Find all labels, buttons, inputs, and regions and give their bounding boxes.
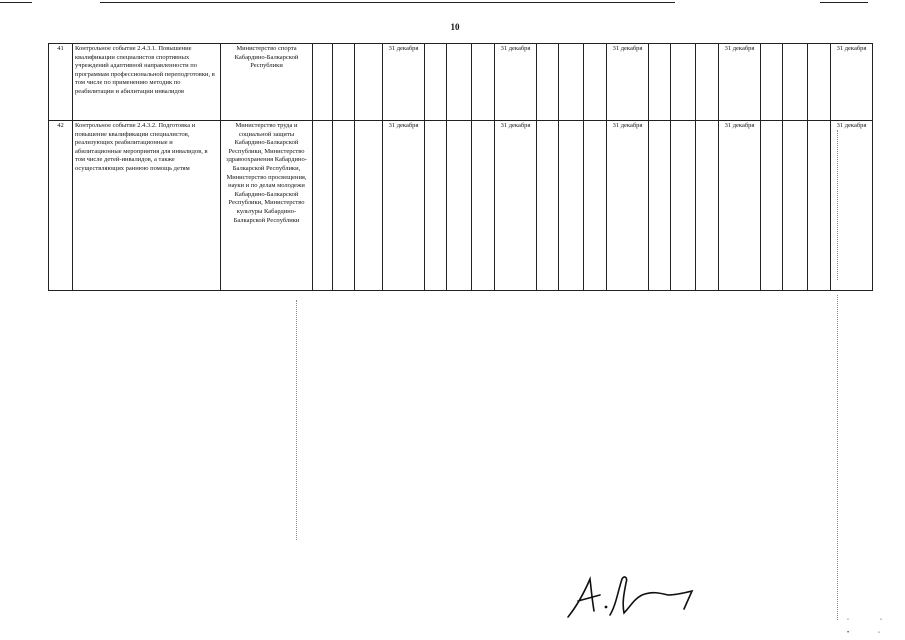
- empty-cell: [355, 44, 383, 121]
- empty-cell: [808, 121, 831, 291]
- deadline-date: 31 декабря: [383, 44, 425, 121]
- empty-cell: [447, 121, 472, 291]
- scan-artifact-line: [837, 295, 838, 620]
- deadline-date: 31 декабря: [495, 44, 537, 121]
- empty-cell: [696, 44, 719, 121]
- empty-cell: [313, 121, 333, 291]
- empty-cell: [537, 44, 559, 121]
- scan-speck: ◦: [880, 617, 883, 623]
- empty-cell: [649, 121, 671, 291]
- empty-cell: [761, 44, 783, 121]
- empty-cell: [649, 44, 671, 121]
- executor: Министерство труда и социальной защиты Кабардино-Балкарской Республики, Министерство здравоохранения Кабардино-Балкарской Республики, Министерство просвещения, науки и по делам молодежи Кабардино-Балкарской Республики, Министерство культуры Кабардино-Балкарской Республики: [221, 121, 313, 291]
- row-number: 41: [49, 44, 73, 121]
- deadline-date: 31 декабря: [495, 121, 537, 291]
- empty-cell: [425, 121, 447, 291]
- empty-cell: [425, 44, 447, 121]
- deadline-date: 31 декабря: [383, 121, 425, 291]
- signature: [560, 565, 710, 625]
- scan-speck: ◦: [847, 617, 850, 623]
- top-rule-left: [0, 2, 32, 3]
- empty-cell: [559, 44, 584, 121]
- page-number: 10: [450, 22, 460, 32]
- scan-speck: •: [847, 630, 850, 636]
- empty-cell: [559, 121, 584, 291]
- empty-cell: [472, 44, 495, 121]
- empty-cell: [696, 121, 719, 291]
- empty-cell: [761, 121, 783, 291]
- empty-cell: [472, 121, 495, 291]
- empty-cell: [333, 44, 355, 121]
- empty-cell: [671, 44, 696, 121]
- empty-cell: [537, 121, 559, 291]
- empty-cell: [783, 121, 808, 291]
- top-rule-center: [100, 2, 675, 3]
- empty-cell: [808, 44, 831, 121]
- event-description: Контрольное событие 2.4.3.2. Подготовка и повышение квалификации специалистов, реализующих реабилитационные и абилитационные мероприятия для инвалидов, в том числе детей-инвалидов, а также осуществляющих раннюю помощь детям: [73, 121, 221, 291]
- scan-artifact-line: [296, 300, 297, 540]
- table-row: [49, 44, 873, 121]
- table-row: [49, 121, 873, 291]
- row-number: 42: [49, 121, 73, 291]
- empty-cell: [584, 121, 607, 291]
- deadline-date: 31 декабря: [719, 44, 761, 121]
- empty-cell: [783, 44, 808, 121]
- scan-speck: ◦: [878, 630, 881, 636]
- top-rule-right: [820, 2, 868, 3]
- deadline-date: 31 декабря: [831, 44, 873, 121]
- deadline-date: 31 декабря: [831, 121, 873, 291]
- empty-cell: [333, 121, 355, 291]
- deadline-date: 31 декабря: [607, 44, 649, 121]
- empty-cell: [671, 121, 696, 291]
- event-description: Контрольное событие 2.4.3.1. Повышение квалификации специалистов спортивных учреждений адаптивной направленности по программам профессиональной переподготовки, в том числе по применению методик по реабилитации и абилитации инвалидов: [73, 44, 221, 121]
- deadline-date: 31 декабря: [719, 121, 761, 291]
- empty-cell: [355, 121, 383, 291]
- events-table: [48, 43, 873, 291]
- deadline-date: 31 декабря: [607, 121, 649, 291]
- empty-cell: [584, 44, 607, 121]
- empty-cell: [313, 44, 333, 121]
- scan-artifact-line: [837, 130, 838, 280]
- empty-cell: [447, 44, 472, 121]
- executor: Министерство спорта Кабардино-Балкарской Республики: [221, 44, 313, 121]
